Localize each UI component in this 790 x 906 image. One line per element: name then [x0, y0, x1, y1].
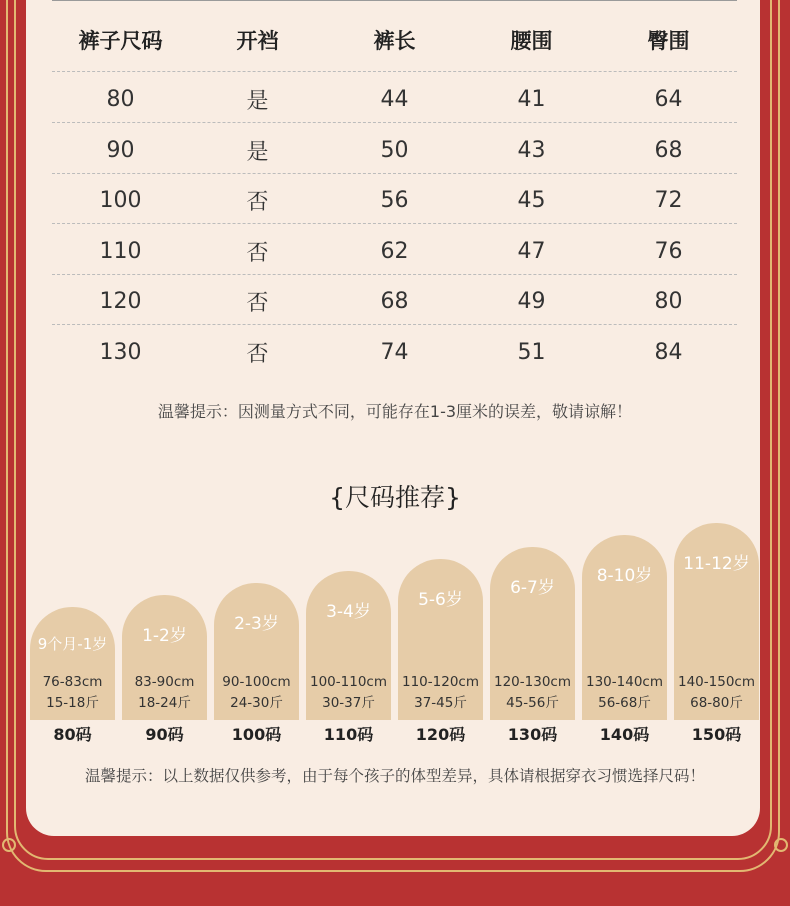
card-age: 3-4岁	[326, 602, 371, 622]
row-separator	[52, 122, 737, 123]
measurement-tip: 温馨提示：因测量方式不同，可能存在1-3厘米的误差，敬请谅解！	[157, 402, 633, 421]
card-height: 140-150cm	[678, 674, 755, 690]
row-separator	[52, 71, 737, 72]
header-cell-size: 裤子尺码	[78, 29, 163, 53]
row-separator	[52, 324, 737, 325]
frame-corner-ornament-right	[774, 838, 788, 852]
table-cell: 43	[517, 137, 546, 163]
table-cell: 62	[380, 238, 409, 264]
size-card	[490, 547, 575, 720]
card-height: 76-83cm	[42, 674, 103, 690]
size-card	[30, 607, 115, 720]
card-age: 2-3岁	[234, 614, 279, 634]
table-cell: 否	[246, 341, 269, 367]
card-height: 120-130cm	[494, 674, 571, 690]
size-card	[398, 559, 483, 720]
size-card	[214, 583, 299, 720]
table-row	[52, 331, 737, 373]
table-cell: 100	[99, 187, 142, 213]
size-label: 120码	[415, 725, 466, 744]
card-weight: 15-18斤	[46, 695, 99, 711]
card-weight: 30-37斤	[322, 695, 375, 711]
card-weight: 24-30斤	[230, 695, 283, 711]
table-cell: 74	[380, 339, 409, 365]
table-cell: 44	[380, 86, 409, 112]
card-weight: 45-56斤	[506, 695, 559, 711]
size-card	[122, 595, 207, 720]
size-card	[674, 523, 759, 720]
table-row	[52, 280, 737, 322]
frame-corner-ornament-left	[2, 838, 16, 852]
table-row	[52, 230, 737, 272]
table-cell: 68	[654, 137, 683, 163]
reference-tip: 温馨提示：以上数据仅供参考，由于每个孩子的体型差异，具体请根据穿衣习惯选择尺码！	[84, 767, 705, 785]
card-age: 6-7岁	[510, 578, 555, 598]
size-label: 130码	[507, 725, 558, 744]
table-cell: 是	[246, 139, 269, 165]
table-cell: 51	[517, 339, 546, 365]
size-label: 140码	[599, 725, 650, 744]
table-cell: 50	[380, 137, 409, 163]
card-age: 5-6岁	[418, 590, 463, 610]
card-height: 130-140cm	[586, 674, 663, 690]
row-separator	[52, 173, 737, 174]
table-row	[52, 179, 737, 221]
table-cell: 41	[517, 86, 546, 112]
table-cell: 否	[246, 240, 269, 266]
table-cell: 120	[99, 288, 142, 314]
card-age: 8-10岁	[596, 566, 653, 586]
size-label: 110码	[323, 725, 374, 744]
table-top-rule	[52, 0, 737, 1]
table-cell: 45	[517, 187, 546, 213]
size-recommend-cards	[30, 520, 760, 720]
size-card	[306, 571, 391, 720]
table-cell: 90	[106, 137, 135, 163]
card-age: 9个月-1岁	[37, 635, 108, 653]
table-cell: 130	[99, 339, 142, 365]
size-label: 150码	[691, 725, 742, 744]
table-cell: 49	[517, 288, 546, 314]
header-cell-length: 裤长	[373, 29, 416, 53]
card-age: 1-2岁	[142, 626, 187, 646]
size-label: 80码	[53, 725, 92, 744]
header-cell-hip: 臀围	[647, 29, 690, 53]
card-height: 100-110cm	[310, 674, 387, 690]
card-age: 11-12岁	[683, 554, 750, 574]
table-header-row	[52, 20, 737, 60]
card-weight: 18-24斤	[138, 695, 191, 711]
header-cell-waist: 腰围	[510, 29, 553, 53]
size-label: 100码	[231, 725, 282, 744]
table-cell: 110	[99, 238, 142, 264]
table-row	[52, 78, 737, 120]
table-cell: 76	[654, 238, 683, 264]
row-separator	[52, 223, 737, 224]
table-cell: 56	[380, 187, 409, 213]
recommend-title: {尺码推荐}	[329, 483, 461, 512]
card-height: 110-120cm	[402, 674, 479, 690]
card-height: 90-100cm	[222, 674, 291, 690]
table-cell: 47	[517, 238, 546, 264]
size-card	[582, 535, 667, 720]
table-row	[52, 129, 737, 171]
row-separator	[52, 274, 737, 275]
table-cell: 否	[246, 290, 269, 316]
table-cell: 是	[246, 88, 269, 114]
size-label: 90码	[145, 725, 184, 744]
card-weight: 56-68斤	[598, 695, 651, 711]
card-height: 83-90cm	[134, 674, 195, 690]
table-cell: 64	[654, 86, 683, 112]
card-weight: 37-45斤	[414, 695, 467, 711]
table-cell: 否	[246, 189, 269, 215]
size-labels	[30, 722, 760, 746]
table-cell: 72	[654, 187, 683, 213]
header-cell-open-crotch: 开裆	[236, 29, 279, 53]
table-cell: 80	[106, 86, 135, 112]
table-cell: 68	[380, 288, 409, 314]
table-cell: 84	[654, 339, 683, 365]
table-cell: 80	[654, 288, 683, 314]
card-weight: 68-80斤	[690, 695, 743, 711]
